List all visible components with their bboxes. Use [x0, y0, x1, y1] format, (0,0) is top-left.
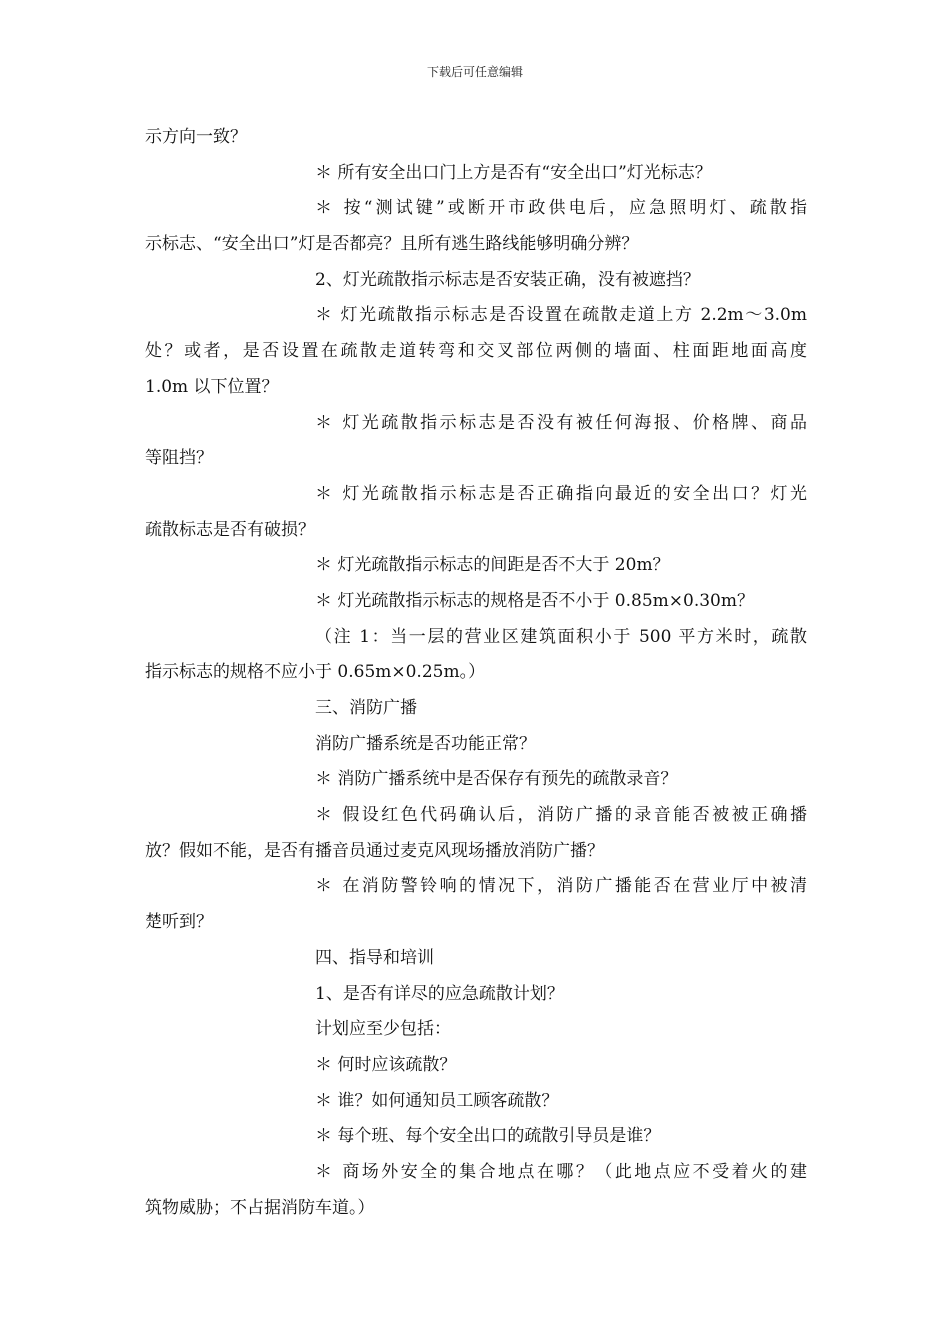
text-line: 计划应至少包括：	[315, 1019, 451, 1040]
text-line: （注 1：当一层的营业区建筑面积小于 500 平方米时，疏散	[315, 626, 807, 647]
text-line: 1.0m 以下位置？	[145, 376, 279, 397]
text-line: 筑物威胁；不占据消防车道。）	[145, 1197, 375, 1218]
text-line: 等阻挡？	[145, 448, 213, 469]
text-line: 指示标志的规格不应小于 0.65m×0.25m。）	[145, 662, 486, 683]
text-line: ＊ 在消防警铃响的情况下，消防广播能否在营业厅中被清	[315, 876, 807, 897]
text-line: ＊ 谁？如何通知员工顾客疏散？	[315, 1090, 559, 1111]
text-line: ＊ 灯光疏散指示标志的规格是否不小于 0.85m×0.30m？	[315, 590, 754, 611]
text-line: ＊ 商场外安全的集合地点在哪？（此地点应不受着火的建	[315, 1161, 807, 1182]
text-line: ＊ 灯光疏散指示标志的间距是否不大于 20m？	[315, 555, 670, 576]
text-line: ＊ 灯光疏散指示标志是否正确指向最近的安全出口？灯光	[315, 483, 807, 504]
text-line: 1、是否有详尽的应急疏散计划？	[315, 983, 564, 1004]
text-line: 疏散标志是否有破损？	[145, 519, 315, 540]
text-line: ＊ 每个班、每个安全出口的疏散引导员是谁？	[315, 1126, 661, 1147]
text-line: 四、指导和培训	[315, 947, 434, 968]
text-line: ＊ 按“测试键”或断开市政供电后，应急照明灯、疏散指	[315, 198, 807, 219]
page-header: 下载后可任意编辑	[426, 65, 523, 79]
text-line: 示方向一致？	[145, 127, 247, 147]
text-line: ＊ 所有安全出口门上方是否有“安全出口”灯光标志？	[315, 162, 712, 183]
text-line: ＊ 灯光疏散指示标志是否没有被任何海报、价格牌、商品	[315, 412, 807, 433]
text-line: ＊ 灯光疏散指示标志是否设置在疏散走道上方 2.2m～3.0m	[315, 305, 807, 326]
text-line: ＊ 何时应该疏散？	[315, 1054, 457, 1075]
text-line: 三、消防广播	[315, 698, 417, 718]
text-line: 楚听到？	[145, 912, 213, 933]
document-body	[145, 120, 807, 1226]
text-line: 示标志、“安全出口”灯是否都亮？且所有逃生路线能够明确分辨？	[145, 234, 639, 255]
text-line: 消防广播系统是否功能正常？	[315, 733, 536, 754]
text-line: ＊ 假设红色代码确认后，消防广播的录音能否被被正确播	[315, 805, 807, 826]
text-line: 处？或者，是否设置在疏散走道转弯和交叉部位两侧的墙面、柱面距地面高度	[145, 341, 807, 362]
text-line: 2、灯光疏散指示标志是否安装正确，没有被遮挡？	[315, 269, 700, 290]
text-line: 放？假如不能，是否有播音员通过麦克风现场播放消防广播？	[145, 840, 604, 861]
text-line: ＊ 消防广播系统中是否保存有预先的疏散录音？	[315, 769, 678, 790]
